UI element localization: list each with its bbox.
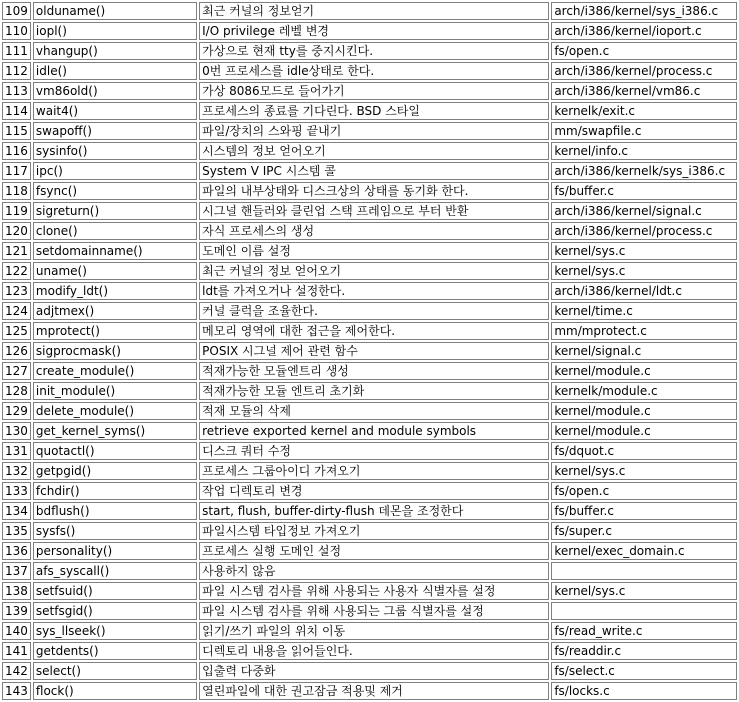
syscall-name-cell: setdomainname() (33, 242, 197, 260)
syscall-description-cell: 적재가능한 모듈엔트리 생성 (199, 362, 549, 380)
table-row (2, 322, 737, 340)
table-row (2, 102, 737, 120)
syscall-description-cell: ldt를 가져오거나 설정한다. (199, 282, 549, 300)
source-file-cell: kernel/signal.c (551, 342, 737, 360)
syscall-number-cell: 126 (2, 342, 31, 360)
table-row (2, 302, 737, 320)
syscall-description-cell: 메모리 영역에 대한 접근을 제어한다. (199, 322, 549, 340)
syscall-number-cell: 118 (2, 182, 31, 200)
table-row (2, 142, 737, 160)
syscall-name-cell: ipc() (33, 162, 197, 180)
syscall-name-cell: getpgid() (33, 462, 197, 480)
syscall-name-cell: fchdir() (33, 482, 197, 500)
source-file-cell: fs/readdir.c (551, 642, 737, 660)
table-row (2, 262, 737, 280)
source-file-cell: arch/i386/kernel/process.c (551, 62, 737, 80)
syscall-number-cell: 141 (2, 642, 31, 660)
syscall-description-cell: 자식 프로세스의 생성 (199, 222, 549, 240)
table-row (2, 622, 737, 640)
syscall-number-cell: 119 (2, 202, 31, 220)
syscall-number-cell: 120 (2, 222, 31, 240)
source-file-cell (551, 562, 737, 580)
syscall-description-cell: 0번 프로세스를 idle상태로 한다. (199, 62, 549, 80)
syscall-name-cell: sys_llseek() (33, 622, 197, 640)
table-row (2, 402, 737, 420)
syscall-name-cell: vhangup() (33, 42, 197, 60)
syscall-description-cell: System V IPC 시스템 콜 (199, 162, 549, 180)
syscall-description-cell: 읽기/쓰기 파일의 위치 이동 (199, 622, 549, 640)
syscall-description-cell: 입출력 다중화 (199, 662, 549, 680)
source-file-cell: mm/mprotect.c (551, 322, 737, 340)
syscall-description-cell: 프로세스 실행 도메인 설정 (199, 542, 549, 560)
syscall-number-cell: 109 (2, 2, 31, 20)
table-row (2, 82, 737, 100)
syscall-number-cell: 112 (2, 62, 31, 80)
syscall-name-cell: sysfs() (33, 522, 197, 540)
table-row (2, 382, 737, 400)
syscall-number-cell: 143 (2, 682, 31, 700)
syscall-number-cell: 125 (2, 322, 31, 340)
syscall-name-cell: select() (33, 662, 197, 680)
source-file-cell: kernelk/exit.c (551, 102, 737, 120)
syscall-description-cell: 가상 8086모드로 들어가기 (199, 82, 549, 100)
syscall-description-cell: 적재 모듈의 삭제 (199, 402, 549, 420)
table-row (2, 342, 737, 360)
syscall-number-cell: 139 (2, 602, 31, 620)
source-file-cell: fs/open.c (551, 42, 737, 60)
table-row (2, 642, 737, 660)
table-row (2, 542, 737, 560)
syscall-number-cell: 134 (2, 502, 31, 520)
syscall-name-cell: idle() (33, 62, 197, 80)
syscall-number-cell: 131 (2, 442, 31, 460)
source-file-cell: kernel/time.c (551, 302, 737, 320)
syscall-description-cell: POSIX 시그널 제어 관련 함수 (199, 342, 549, 360)
syscall-number-cell: 129 (2, 402, 31, 420)
table-row (2, 482, 737, 500)
syscall-name-cell: afs_syscall() (33, 562, 197, 580)
syscall-name-cell: sigprocmask() (33, 342, 197, 360)
syscall-number-cell: 116 (2, 142, 31, 160)
syscall-description-cell: 프로세스의 종료를 기다린다. BSD 스타일 (199, 102, 549, 120)
source-file-cell: arch/i386/kernel/signal.c (551, 202, 737, 220)
syscall-number-cell: 128 (2, 382, 31, 400)
syscall-name-cell: vm86old() (33, 82, 197, 100)
syscall-number-cell: 133 (2, 482, 31, 500)
table-row (2, 122, 737, 140)
table-row (2, 282, 737, 300)
source-file-cell: fs/read_write.c (551, 622, 737, 640)
syscall-description-cell: 디렉토리 내용을 읽어들인다. (199, 642, 549, 660)
table-row (2, 242, 737, 260)
syscall-description-cell: 파일 시스템 검사를 위해 사용되는 사용자 식별자를 설정 (199, 582, 549, 600)
source-file-cell: fs/open.c (551, 482, 737, 500)
syscall-name-cell: uname() (33, 262, 197, 280)
table-row (2, 222, 737, 240)
table-row (2, 502, 737, 520)
table-row (2, 42, 737, 60)
syscall-number-cell: 127 (2, 362, 31, 380)
table-row (2, 162, 737, 180)
syscall-description-cell: 최근 커널의 정보얻기 (199, 2, 549, 20)
source-file-cell: fs/dquot.c (551, 442, 737, 460)
syscall-number-cell: 114 (2, 102, 31, 120)
table-row (2, 442, 737, 460)
source-file-cell: kernel/sys.c (551, 462, 737, 480)
syscall-name-cell: swapoff() (33, 122, 197, 140)
syscall-description-cell: 시그널 핸들러와 클린업 스택 프레임으로 부터 반환 (199, 202, 549, 220)
syscall-number-cell: 135 (2, 522, 31, 540)
source-file-cell: kernel/sys.c (551, 262, 737, 280)
syscall-description-cell: 사용하지 않음 (199, 562, 549, 580)
syscall-number-cell: 111 (2, 42, 31, 60)
syscall-name-cell: quotactl() (33, 442, 197, 460)
source-file-cell: kernel/sys.c (551, 582, 737, 600)
syscall-name-cell: get_kernel_syms() (33, 422, 197, 440)
syscall-name-cell: personality() (33, 542, 197, 560)
syscall-name-cell: adjtmex() (33, 302, 197, 320)
table-row (2, 522, 737, 540)
syscall-name-cell: flock() (33, 682, 197, 700)
table-row (2, 662, 737, 680)
syscall-name-cell: olduname() (33, 2, 197, 20)
syscall-number-cell: 142 (2, 662, 31, 680)
source-file-cell: arch/i386/kernelk/sys_i386.c (551, 162, 737, 180)
table-row (2, 202, 737, 220)
table-row (2, 562, 737, 580)
syscall-name-cell: clone() (33, 222, 197, 240)
source-file-cell: arch/i386/kernel/ioport.c (551, 22, 737, 40)
syscall-number-cell: 122 (2, 262, 31, 280)
source-file-cell: kernel/module.c (551, 422, 737, 440)
syscall-description-cell: 파일의 내부상태와 디스크상의 상태를 동기화 한다. (199, 182, 549, 200)
source-file-cell: arch/i386/kernel/ldt.c (551, 282, 737, 300)
table-row (2, 682, 737, 700)
syscall-number-cell: 110 (2, 22, 31, 40)
syscall-name-cell: mprotect() (33, 322, 197, 340)
syscall-number-cell: 117 (2, 162, 31, 180)
syscall-description-cell: 최근 커널의 정보 얻어오기 (199, 262, 549, 280)
syscall-name-cell: setfsgid() (33, 602, 197, 620)
syscall-number-cell: 137 (2, 562, 31, 580)
syscall-description-cell: 가상으로 현재 tty를 중지시킨다. (199, 42, 549, 60)
syscall-name-cell: sigreturn() (33, 202, 197, 220)
syscall-table-body (2, 2, 737, 700)
syscall-name-cell: init_module() (33, 382, 197, 400)
syscall-name-cell: create_module() (33, 362, 197, 380)
syscall-description-cell: 커널 클럭을 조율한다. (199, 302, 549, 320)
source-file-cell: fs/buffer.c (551, 182, 737, 200)
syscall-number-cell: 130 (2, 422, 31, 440)
syscall-name-cell: delete_module() (33, 402, 197, 420)
syscall-description-cell: 프로세스 그룹아이디 가져오기 (199, 462, 549, 480)
syscall-name-cell: sysinfo() (33, 142, 197, 160)
syscall-description-cell: 디스크 쿼터 수정 (199, 442, 549, 460)
syscall-number-cell: 124 (2, 302, 31, 320)
syscall-number-cell: 115 (2, 122, 31, 140)
syscall-number-cell: 138 (2, 582, 31, 600)
syscall-description-cell: 적재가능한 모듈 엔트리 초기화 (199, 382, 549, 400)
source-file-cell: arch/i386/kernel/vm86.c (551, 82, 737, 100)
table-row (2, 462, 737, 480)
syscall-number-cell: 136 (2, 542, 31, 560)
source-file-cell: kernel/module.c (551, 362, 737, 380)
table-row (2, 602, 737, 620)
source-file-cell: kernel/sys.c (551, 242, 737, 260)
source-file-cell: kernel/module.c (551, 402, 737, 420)
source-file-cell: fs/super.c (551, 522, 737, 540)
syscall-number-cell: 140 (2, 622, 31, 640)
source-file-cell: fs/select.c (551, 662, 737, 680)
syscall-description-cell: 열린파일에 대한 권고잠금 적용및 제거 (199, 682, 549, 700)
syscall-description-cell: I/O privilege 레벨 변경 (199, 22, 549, 40)
syscall-name-cell: bdflush() (33, 502, 197, 520)
syscall-number-cell: 113 (2, 82, 31, 100)
source-file-cell: arch/i386/kernel/sys_i386.c (551, 2, 737, 20)
syscall-description-cell: 파일 시스템 검사를 위해 사용되는 그룹 식별자를 설정 (199, 602, 549, 620)
syscall-name-cell: wait4() (33, 102, 197, 120)
syscall-name-cell: fsync() (33, 182, 197, 200)
table-row (2, 422, 737, 440)
syscall-name-cell: getdents() (33, 642, 197, 660)
syscall-description-cell: retrieve exported kernel and module symbols (199, 422, 549, 440)
syscall-number-cell: 121 (2, 242, 31, 260)
table-row (2, 362, 737, 380)
source-file-cell: mm/swapfile.c (551, 122, 737, 140)
syscall-description-cell: 파일/장치의 스와핑 끝내기 (199, 122, 549, 140)
table-row (2, 582, 737, 600)
table-row (2, 62, 737, 80)
syscall-description-cell: 작업 디렉토리 변경 (199, 482, 549, 500)
source-file-cell: kernel/info.c (551, 142, 737, 160)
syscall-description-cell: start, flush, buffer-dirty-flush 데몬을 조정한다 (199, 502, 549, 520)
source-file-cell: kernelk/module.c (551, 382, 737, 400)
table-row (2, 22, 737, 40)
syscall-description-cell: 도메인 이름 설정 (199, 242, 549, 260)
source-file-cell: fs/locks.c (551, 682, 737, 700)
syscall-name-cell: setfsuid() (33, 582, 197, 600)
syscall-number-cell: 123 (2, 282, 31, 300)
syscall-number-cell: 132 (2, 462, 31, 480)
table-row (2, 182, 737, 200)
source-file-cell: arch/i386/kernel/process.c (551, 222, 737, 240)
syscall-name-cell: modify_ldt() (33, 282, 197, 300)
source-file-cell: kernel/exec_domain.c (551, 542, 737, 560)
syscall-description-cell: 파일시스템 타입정보 가져오기 (199, 522, 549, 540)
syscall-name-cell: iopl() (33, 22, 197, 40)
source-file-cell: fs/buffer.c (551, 502, 737, 520)
table-row (2, 2, 737, 20)
syscall-description-cell: 시스템의 정보 얻어오기 (199, 142, 549, 160)
source-file-cell (551, 602, 737, 620)
